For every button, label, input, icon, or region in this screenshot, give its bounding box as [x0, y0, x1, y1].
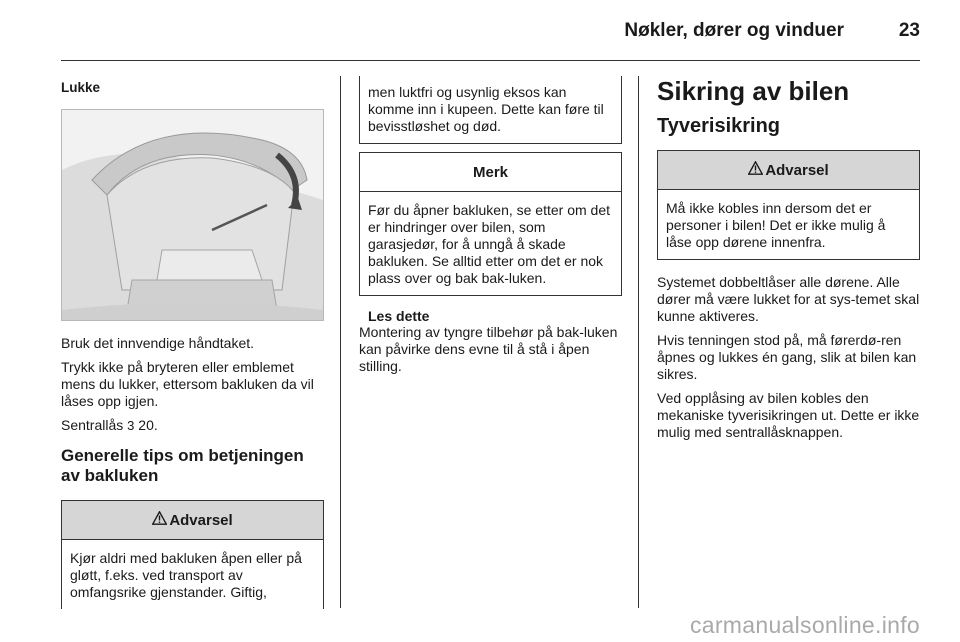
paragraph: Hvis tenningen stod på, må førerdø-ren åpnes og lukkes én gang, slik at bilen kan sikres. — [657, 332, 917, 382]
note-box-body: Før du åpner bakluken, se etter om det er hindringer over bilen, som garasjedør, for å unngå å skade bakluken. Se alltid etter om det er nok plass over og bak bak-luken. — [368, 202, 611, 286]
warning-box-header — [658, 151, 919, 190]
page-number: 23 — [898, 20, 920, 41]
warning-box-header — [62, 501, 323, 540]
subheading: Generelle tips om betjeningen av bakluken — [61, 446, 304, 485]
warning-triangle-icon — [152, 511, 167, 529]
warning-title: Advarsel — [169, 511, 233, 529]
watermark: carmanualsonline.info — [689, 612, 920, 638]
reference-arrow-icon: 3 — [127, 418, 135, 433]
notice-title: Les dette — [368, 308, 430, 324]
warning-box-continuation — [359, 76, 622, 144]
paragraph: Ved opplåsing av bilen kobles den mekaniske tyverisikringen ut. Dette er ikke mulig med sentrallåsknappen. — [657, 390, 920, 440]
notice-body: Montering av tyngre tilbehør på bak-luken kan påvirke dens evne til å stå i åpen stilling. — [359, 324, 618, 374]
column-1 — [61, 74, 324, 609]
paragraph: Systemet dobbeltlåser alle dørene. Alle dører må være lukket for at sys-temet skal kunne aktiveres. — [657, 274, 920, 324]
warning-body: Må ikke kobles inn dersom det er personer i bilen! Det er ikke mulig å låse opp dørene innenfra. — [666, 200, 886, 250]
page-header — [0, 0, 960, 60]
column-2 — [359, 74, 622, 375]
note-box-header — [360, 153, 621, 192]
warning-title: Advarsel — [765, 161, 829, 179]
column-divider-2 — [638, 76, 639, 608]
note-box — [359, 152, 622, 296]
tailgate-image — [62, 110, 323, 320]
header-title: Nøkler, dører og vinduer — [624, 20, 844, 41]
paragraph: Bruk det innvendige håndtaket. — [61, 335, 255, 351]
reference-text: Sentrallås — [61, 417, 128, 433]
warning-triangle-icon — [748, 161, 763, 179]
warning-body: Kjør aldri med bakluken åpen eller på gløtt, f.eks. ved transport av omfangsrike gjenstander. Giftig, — [70, 550, 302, 600]
note-box-title: Merk — [472, 163, 509, 181]
header-rule — [61, 60, 920, 61]
warning-box — [61, 500, 324, 609]
section-subheading: Tyverisikring — [657, 115, 781, 137]
paragraph: Trykk ikke på bryteren eller emblemet mens du lukker, ettersom bakluken da vil låses opp igjen. — [61, 359, 314, 409]
section-label: Lukke — [61, 80, 101, 95]
tailgate-illustration — [61, 109, 324, 321]
warning-continuation-text: men luktfri og usynlig eksos kan komme inn i kupeen. Dette kan føre til bevisstløshet og død. — [368, 84, 604, 134]
column-3 — [657, 74, 920, 448]
column-divider-1 — [340, 76, 341, 608]
cross-reference — [61, 417, 324, 434]
reference-page: 20. — [134, 417, 158, 433]
warning-box — [657, 150, 920, 260]
section-heading: Sikring av bilen — [657, 76, 850, 106]
